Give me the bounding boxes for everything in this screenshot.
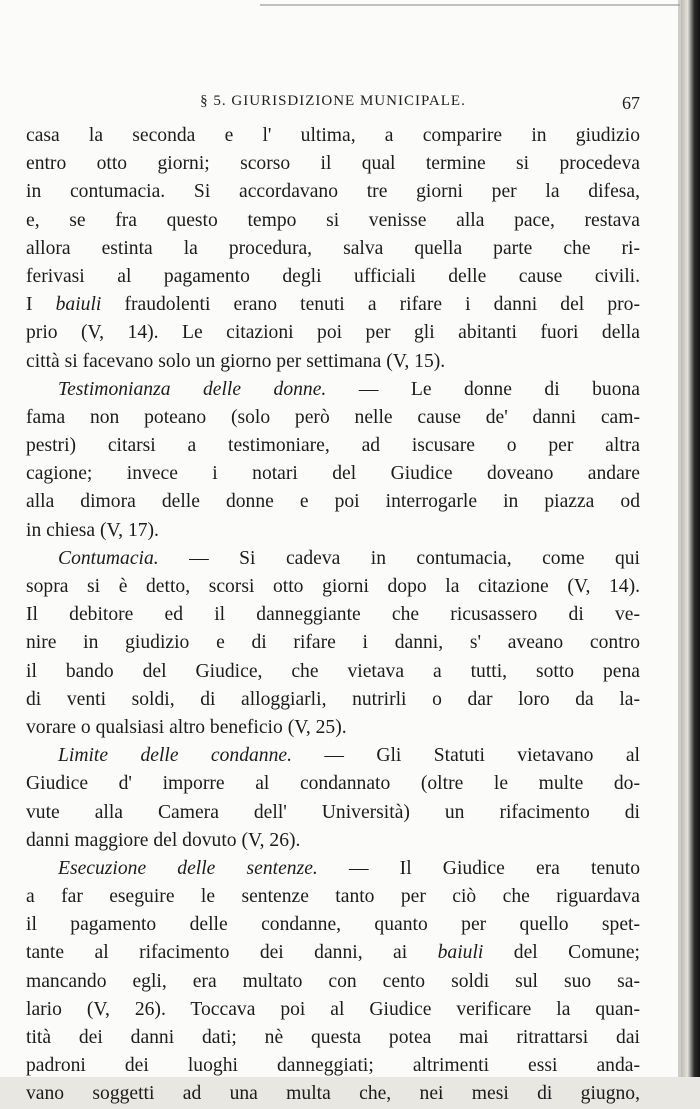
text-segment: di venti soldi, di alloggiarli, nutrirli o dar loro da la-: [26, 688, 640, 710]
text-line: [26, 319, 640, 347]
text-line: [26, 686, 640, 714]
text-segment: fama non poteano (solo però nelle cause de' danni cam-: [26, 406, 640, 428]
italic-text: Contumacia.: [58, 547, 159, 569]
text-segment: alla dimora delle donne e poi interrogarle in piazza od: [26, 491, 640, 513]
italic-text: baiuli: [55, 294, 102, 316]
text-segment: in contumacia. Si accordavano tre giorni per la difesa,: [26, 181, 640, 203]
scan-edge-rule: [260, 4, 680, 6]
text-line: [26, 376, 640, 404]
text-segment: I: [26, 294, 56, 316]
page-binding-edge: [681, 0, 700, 1077]
text-segment: ferivasi al pagamento degli ufficiali delle cause civili.: [26, 265, 640, 287]
text-segment: del Comune;: [483, 942, 641, 964]
text-line: [26, 742, 640, 770]
text-segment: — Si cadeva in contumacia, come qui: [158, 547, 640, 569]
text-segment: tante al rifacimento dei danni, ai: [26, 942, 438, 964]
text-line: [26, 1052, 640, 1080]
text-segment: pestri) citarsi a testimoniare, ad iscusare o per altra: [26, 435, 640, 457]
text-line: [26, 404, 640, 432]
italic-text: Testimonianza delle donne.: [58, 378, 327, 400]
text-line: [26, 714, 640, 742]
text-segment: vorare o qualsiasi altro beneficio (V, 25).: [26, 716, 347, 738]
text-segment: sopra si è detto, scorsi otto giorni dopo la citazione (V, 14).: [26, 576, 640, 597]
text-line: [26, 883, 640, 911]
page-number: 67: [622, 93, 640, 113]
text-line: [26, 235, 640, 263]
italic-text: baiuli: [437, 942, 484, 964]
text-line: [26, 968, 640, 996]
text-segment: casa la seconda e l' ultima, a comparire in giudizio: [26, 125, 640, 146]
text-line: [26, 629, 640, 657]
text-line: [26, 291, 640, 319]
text-line: [26, 488, 640, 516]
text-line: [26, 432, 640, 460]
text-line: [26, 178, 640, 206]
text-line: [26, 601, 640, 629]
text-line: [26, 517, 640, 545]
running-header: [26, 93, 640, 117]
text-segment: allora estinta la procedura, salva quella parte che ri-: [26, 237, 640, 259]
text-line: [26, 263, 640, 291]
text-segment: in chiesa (V, 17).: [26, 519, 159, 541]
italic-text: Esecuzione delle sentenze.: [58, 857, 318, 879]
text-line: [26, 573, 640, 601]
text-segment: fraudolenti erano tenuti a rifare i danni del pro-: [101, 294, 640, 316]
text-line: [26, 770, 640, 798]
text-line: [26, 348, 640, 376]
text-segment: a far eseguire le sentenze tanto per ciò che riguardava: [26, 886, 640, 908]
text-line: [26, 827, 640, 855]
body-text: [26, 122, 640, 1109]
text-segment: lario (V, 26). Toccava poi al Giudice verificare la quan-: [26, 998, 640, 1020]
text-segment: nire in giudizio e di rifare i danni, s' aveano contro: [26, 632, 640, 654]
text-segment: padroni dei luoghi danneggiati; altrimenti essi anda-: [26, 1055, 640, 1077]
text-segment: tità dei danni dati; nè questa potea mai ritrattarsi dai: [26, 1027, 640, 1048]
text-line: [26, 658, 640, 686]
text-segment: vute alla Camera dell' Università) un rifacimento di: [26, 801, 640, 823]
text-segment: Giudice d' imporre al condannato (oltre le multe do-: [26, 773, 640, 795]
text-segment: il pagamento delle condanne, quanto per quello spet-: [26, 914, 640, 936]
text-segment: il bando del Giudice, che vietava a tutti, sotto pena: [26, 660, 640, 682]
text-line: [26, 911, 640, 939]
text-line: [26, 122, 640, 150]
text-segment: — Gli Statuti vietavano al: [291, 745, 640, 767]
text-line: [26, 207, 640, 235]
text-segment: mancando egli, era multato con cento soldi sul suo sa-: [26, 970, 640, 992]
text-segment: entro otto giorni; scorso il qual termine si procedeva: [26, 153, 640, 175]
text-line: [26, 799, 640, 827]
text-segment: cagione; invece i notari del Giudice doveano andare: [26, 463, 640, 485]
text-segment: — Il Giudice era tenuto: [317, 857, 640, 879]
text-segment: città si facevano solo un giorno per settimana (V, 15).: [26, 350, 446, 372]
text-segment: Il debitore ed il danneggiante che ricusassero di ve-: [26, 604, 640, 626]
text-line: [26, 939, 640, 967]
section-title: § 5. GIURISDIZIONE MUNICIPALE.: [200, 93, 466, 109]
text-line: [26, 150, 640, 178]
text-segment: prio (V, 14). Le citazioni poi per gli abitanti fuori della: [26, 322, 640, 344]
text-line: [26, 1080, 640, 1108]
text-line: [26, 545, 640, 573]
text-line: [26, 996, 640, 1024]
text-segment: e, se fra questo tempo si venisse alla pace, restava: [26, 209, 640, 231]
text-line: [26, 460, 640, 488]
italic-text: Limite delle condanne.: [58, 745, 292, 767]
text-segment: vano soggetti ad una multa che, nei mesi di giugno,: [26, 1083, 640, 1105]
text-line: [26, 855, 640, 883]
text-line: [26, 1024, 640, 1052]
text-segment: — Le donne di buona: [326, 378, 641, 400]
text-segment: danni maggiore del dovuto (V, 26).: [26, 829, 301, 851]
